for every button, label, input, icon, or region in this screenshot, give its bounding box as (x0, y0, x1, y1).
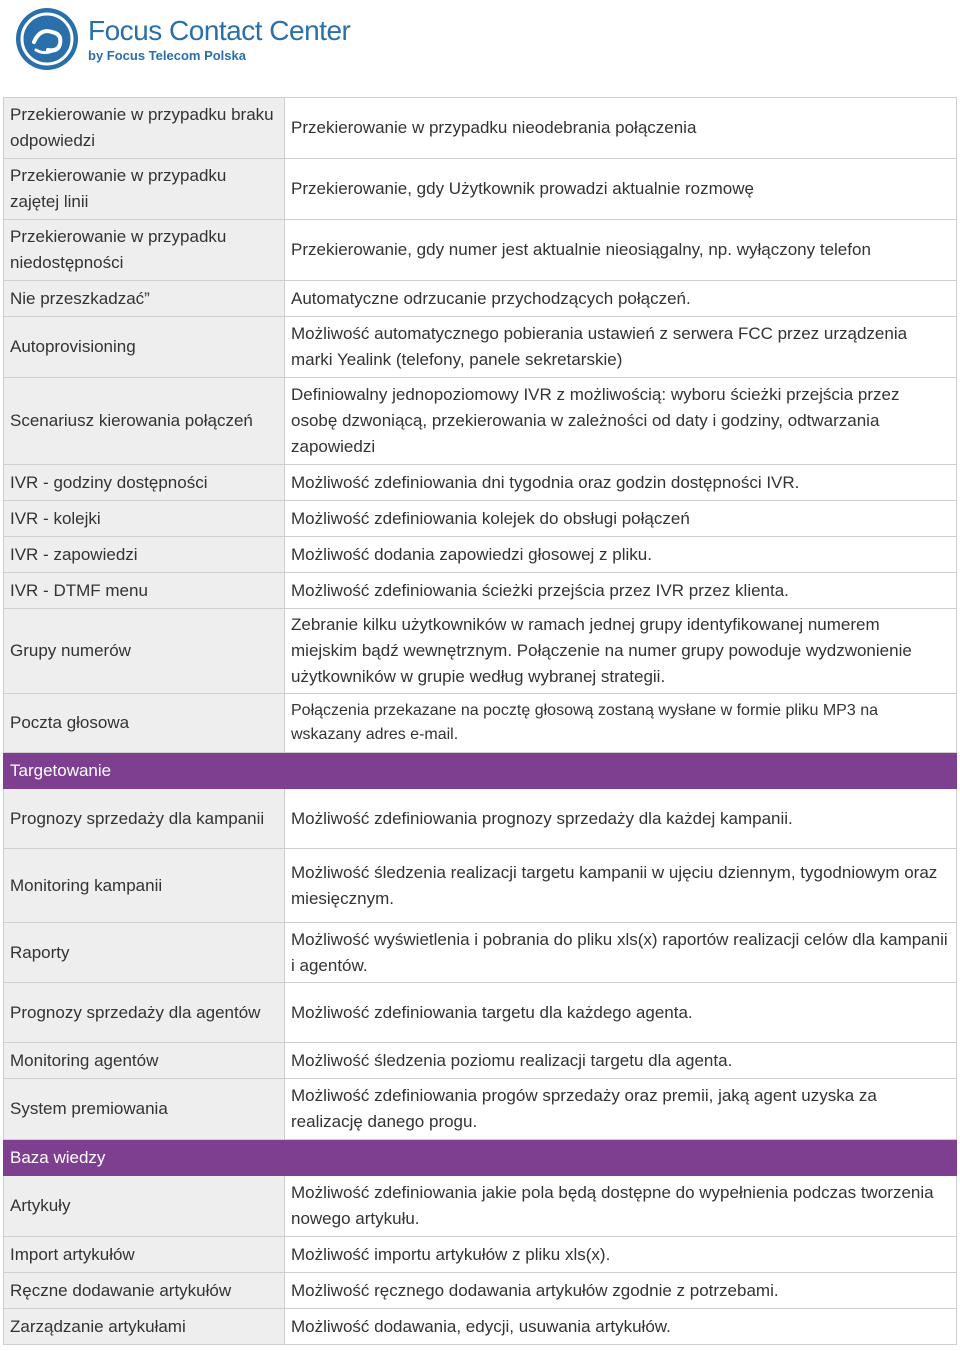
feature-row (4, 1273, 957, 1309)
feature-name: Import artykułów (4, 1237, 285, 1273)
feature-name: Nie przeszkadzać” (4, 281, 285, 317)
feature-description: Możliwość zdefiniowania ścieżki przejścia przez IVR przez klienta. (285, 573, 957, 609)
feature-row (4, 983, 957, 1043)
feature-name: Artykuły (4, 1176, 285, 1237)
feature-table (3, 97, 957, 1345)
feature-name: Przekierowanie w przypadku zajętej linii (4, 159, 285, 220)
feature-row (4, 1237, 957, 1273)
feature-description: Możliwość automatycznego pobierania ustawień z serwera FCC przez urządzenia marki Yealink (telefony, panele sekretarskie) (285, 317, 957, 378)
feature-row (4, 465, 957, 501)
section-title: Targetowanie (4, 753, 957, 789)
feature-name: Scenariusz kierowania połączeń (4, 378, 285, 465)
section-title: Baza wiedzy (4, 1140, 957, 1176)
feature-row (4, 159, 957, 220)
feature-row (4, 694, 957, 753)
feature-description: Definiowalny jednopoziomowy IVR z możliwością: wyboru ścieżki przejścia przez osobę dzwoniącą, przekierowania w zależności od daty i godziny, odtwarzania zapowiedzi (285, 378, 957, 465)
feature-name: IVR - zapowiedzi (4, 537, 285, 573)
feature-row (4, 317, 957, 378)
feature-name: Autoprovisioning (4, 317, 285, 378)
feature-row (4, 537, 957, 573)
feature-row (4, 1079, 957, 1140)
feature-description: Możliwość zdefiniowania kolejek do obsługi połączeń (285, 501, 957, 537)
feature-row (4, 1043, 957, 1079)
logo-name: Focus Contact Center (88, 14, 351, 46)
company-logo (14, 6, 350, 72)
feature-name: Ręczne dodawanie artykułów (4, 1273, 285, 1309)
feature-name: Przekierowanie w przypadku braku odpowiedzi (4, 98, 285, 159)
feature-description: Automatyczne odrzucanie przychodzących połączeń. (285, 281, 957, 317)
section-row (4, 1140, 957, 1176)
feature-description: Możliwość importu artykułów z pliku xls(x). (285, 1237, 957, 1273)
feature-name: Raporty (4, 923, 285, 983)
feature-name: Prognozy sprzedaży dla kampanii (4, 789, 285, 849)
feature-description: Połączenia przekazane na pocztę głosową zostaną wysłane w formie pliku MP3 na wskazany adres e-mail. (285, 694, 957, 753)
feature-name: Prognozy sprzedaży dla agentów (4, 983, 285, 1043)
feature-row (4, 923, 957, 983)
feature-row (4, 609, 957, 694)
feature-name: Przekierowanie w przypadku niedostępności (4, 220, 285, 281)
feature-description: Możliwość dodawania, edycji, usuwania artykułów. (285, 1309, 957, 1345)
feature-description: Zebranie kilku użytkowników w ramach jednej grupy identyfikowanej numerem miejskim bądź wewnętrznym. Połączenie na numer grupy powoduje wydzwonienie użytkowników w grupie według wybranej strategii. (285, 609, 957, 694)
feature-row (4, 98, 957, 159)
feature-table-body (4, 98, 957, 1345)
feature-description: Możliwość zdefiniowania targetu dla każdego agenta. (285, 983, 957, 1043)
feature-description: Możliwość śledzenia realizacji targetu kampanii w ujęciu dziennym, tygodniowym oraz miesięcznym. (285, 849, 957, 923)
feature-row (4, 1309, 957, 1345)
feature-description: Możliwość ręcznego dodawania artykułów zgodnie z potrzebami. (285, 1273, 957, 1309)
feature-name: Poczta głosowa (4, 694, 285, 753)
feature-name: IVR - godziny dostępności (4, 465, 285, 501)
feature-row (4, 849, 957, 923)
section-row (4, 753, 957, 789)
feature-description: Przekierowanie, gdy numer jest aktualnie nieosiągalny, np. wyłączony telefon (285, 220, 957, 281)
feature-description: Przekierowanie w przypadku nieodebrania połączenia (285, 98, 957, 159)
feature-description: Możliwość śledzenia poziomu realizacji targetu dla agenta. (285, 1043, 957, 1079)
feature-name: IVR - DTMF menu (4, 573, 285, 609)
feature-description: Możliwość zdefiniowania dni tygodnia oraz godzin dostępności IVR. (285, 465, 957, 501)
feature-name: Monitoring agentów (4, 1043, 285, 1079)
feature-description: Możliwość zdefiniowania jakie pola będą dostępne do wypełnienia podczas tworzenia nowego artykułu. (285, 1176, 957, 1237)
feature-row (4, 378, 957, 465)
feature-row (4, 573, 957, 609)
feature-description: Możliwość zdefiniowania progów sprzedaży oraz premii, jaką agent uzyska za realizację danego progu. (285, 1079, 957, 1140)
feature-description: Możliwość wyświetlenia i pobrania do pliku xls(x) raportów realizacji celów dla kampanii i agentów. (285, 923, 957, 983)
feature-description: Możliwość dodania zapowiedzi głosowej z pliku. (285, 537, 957, 573)
feature-row (4, 789, 957, 849)
feature-name: Monitoring kampanii (4, 849, 285, 923)
feature-row (4, 220, 957, 281)
logo-icon (14, 6, 80, 72)
feature-name: Zarządzanie artykułami (4, 1309, 285, 1345)
feature-name: Grupy numerów (4, 609, 285, 694)
logo-subtitle: by Focus Telecom Polska (88, 47, 246, 63)
feature-description: Możliwość zdefiniowania prognozy sprzedaży dla każdej kampanii. (285, 789, 957, 849)
feature-row (4, 281, 957, 317)
feature-row (4, 501, 957, 537)
feature-row (4, 1176, 957, 1237)
feature-name: System premiowania (4, 1079, 285, 1140)
feature-name: IVR - kolejki (4, 501, 285, 537)
feature-description: Przekierowanie, gdy Użytkownik prowadzi aktualnie rozmowę (285, 159, 957, 220)
